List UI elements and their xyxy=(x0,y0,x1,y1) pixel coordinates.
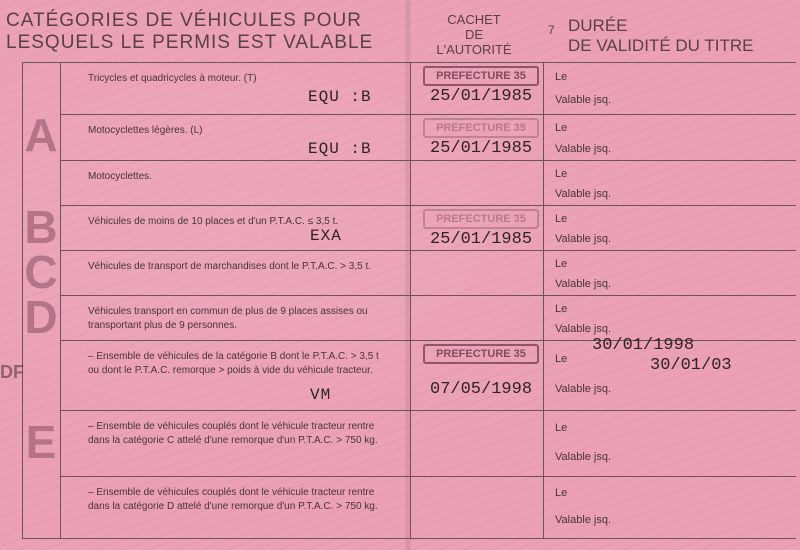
row-description: Véhicules transport en commun de plus de 9 places assises ou transportant plus de 9 personnes. xyxy=(88,306,368,331)
category-letter-a: A xyxy=(24,109,58,161)
table-border-bottom xyxy=(22,538,796,539)
row-description: Tricycles et quadricycles à moteur. (T) xyxy=(88,73,257,84)
row-divider xyxy=(60,250,796,251)
table-border-top xyxy=(22,62,796,63)
valable-label: Valable jsq. xyxy=(555,383,612,395)
le-label: Le xyxy=(555,71,568,83)
row-divider xyxy=(60,295,796,296)
edge-mark: DF xyxy=(0,362,24,382)
row-issue-date: 25/01/1985 xyxy=(430,139,533,158)
row-issue-date: 25/01/1985 xyxy=(430,230,533,249)
valable-label: Valable jsq. xyxy=(555,451,612,463)
valable-label: Valable jsq. xyxy=(555,143,612,155)
le-label: Le xyxy=(555,168,568,180)
row-divider xyxy=(60,205,796,206)
le-label: Le xyxy=(555,353,568,365)
row-divider xyxy=(60,410,796,411)
prefecture-stamp: PREFECTURE 35 xyxy=(423,209,539,229)
row-description: Motocyclettes légères. (L) xyxy=(88,125,203,136)
prefecture-stamp: PREFECTURE 35 xyxy=(423,66,539,86)
cachet-header-line1: CACHET xyxy=(447,12,501,27)
categories-header-line1: CATÉGORIES DE VÉHICULES POUR xyxy=(6,10,362,31)
row-divider xyxy=(60,114,796,115)
row-code: EQU :B xyxy=(308,88,372,106)
categories-header xyxy=(6,10,386,54)
duree-header-line1: DURÉE xyxy=(568,16,628,35)
valable-label: Valable jsq. xyxy=(555,323,612,335)
valable-label: Valable jsq. xyxy=(555,278,612,290)
row-description: – Ensemble de véhicules de la catégorie B dont le P.T.A.C. > 3,5 t ou dont le P.T.A.C. remorque > poids à vide du véhicule tracteur. xyxy=(88,351,379,376)
valable-date-value: 30/01/03 xyxy=(650,356,732,375)
le-label: Le xyxy=(555,213,568,225)
table-divider-cachet xyxy=(410,62,411,538)
le-label: Le xyxy=(555,303,568,315)
row-description: – Ensemble de véhicules couplés dont le véhicule tracteur rentre dans la catégorie C attelé d'une remorque d'un P.T.A.C. > 750 kg. xyxy=(88,421,378,446)
row-issue-date: 07/05/1998 xyxy=(430,380,533,399)
row-code: VM xyxy=(310,386,332,404)
duree-header-number: 7 xyxy=(548,23,555,37)
row-description: Véhicules de transport de marchandises dont le P.T.A.C. > 3,5 t. xyxy=(88,261,372,272)
category-letter-b: B xyxy=(24,201,58,253)
valable-label: Valable jsq. xyxy=(555,94,612,106)
duree-header-line2: DE VALIDITÉ DU TITRE xyxy=(568,36,754,55)
row-code: EQU :B xyxy=(308,140,372,158)
categories-header-line2: LESQUELS LE PERMIS EST VALABLE xyxy=(6,32,374,53)
table-divider-letters xyxy=(60,62,61,538)
row-divider xyxy=(60,160,796,161)
row-issue-date: 25/01/1985 xyxy=(430,87,533,106)
category-letter-c: C xyxy=(24,246,58,298)
valable-label: Valable jsq. xyxy=(555,514,612,526)
category-letter-e: E xyxy=(25,416,57,468)
le-label: Le xyxy=(555,422,568,434)
prefecture-stamp: PREFECTURE 35 xyxy=(423,118,539,138)
category-letter-d: D xyxy=(24,291,58,343)
le-label: Le xyxy=(555,487,568,499)
valable-label: Valable jsq. xyxy=(555,233,612,245)
row-divider xyxy=(60,476,796,477)
row-description: – Ensemble de véhicules couplés dont le véhicule tracteur rentre dans la catégorie D attelé d'une remorque d'un P.T.A.C. > 750 kg. xyxy=(88,487,378,512)
prefecture-stamp: PREFECTURE 35 xyxy=(423,344,539,364)
cachet-header xyxy=(418,12,530,57)
row-description: Motocyclettes. xyxy=(88,171,152,182)
valable-label: Valable jsq. xyxy=(555,188,612,200)
row-code: EXA xyxy=(310,227,342,245)
table-divider-duree xyxy=(543,62,544,538)
le-label: Le xyxy=(555,122,568,134)
cachet-header-line2: DE xyxy=(464,27,484,42)
cachet-header-line3: L'AUTORITÉ xyxy=(436,42,512,57)
le-date-value: 30/01/1998 xyxy=(592,336,695,355)
le-label: Le xyxy=(555,258,568,270)
row-description: Véhicules de moins de 10 places et d'un P.T.A.C. ≤ 3,5 t. xyxy=(88,216,339,227)
